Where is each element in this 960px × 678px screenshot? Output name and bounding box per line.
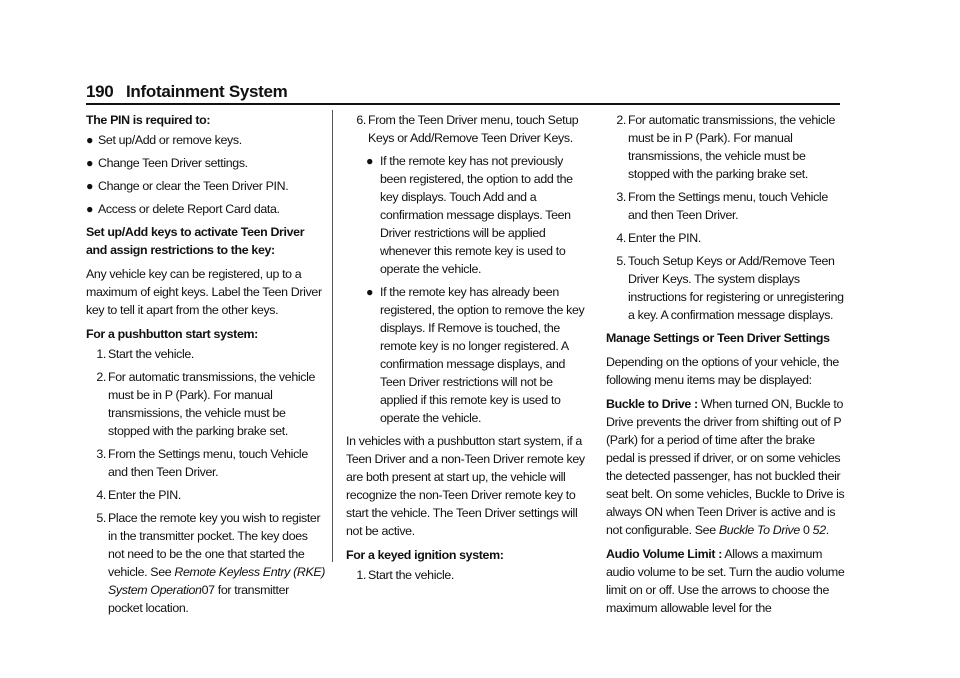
page-reference[interactable]: 7 [208, 583, 215, 597]
section-title: Infotainment System [126, 82, 288, 101]
manage-settings-heading: Manage Settings or Teen Driver Settings [606, 331, 830, 345]
page-ref-arrow-icon: 0 [201, 583, 209, 597]
rke-reference-link[interactable]: Remote Keyless Entry (RKE) System Operation [108, 565, 326, 597]
buckle-to-drive-label: Buckle to Drive : [606, 397, 698, 411]
step-item: 4. Enter the PIN. [96, 488, 181, 502]
page-reference[interactable]: 52 [812, 523, 826, 537]
pin-item: ● Change or clear the Teen Driver PIN. [86, 179, 289, 193]
audio-volume-limit-paragraph: Audio Volume Limit : Allows a maximum audio volume to be set. Turn the audio volume limit on or off. Use the arrows to choose the maximum allowable level for the [606, 547, 845, 615]
step-item: 1. Start the vehicle. [96, 347, 194, 361]
sub-bullet-item: ● If the remote key has already been registered, the option to remove the key displays. If Remove is touched, the remote key is no longer registered. A confirmation message displays, and Teen Driver restrictions will not be applied if this remote key is used to operate the vehicle. [366, 285, 585, 425]
page-header [86, 82, 840, 104]
pin-item: ● Access or delete Report Card data. [86, 202, 280, 216]
step-item: 2. For automatic transmissions, the vehicle must be in P (Park). For manual transmissions, the vehicle must be stopped with the parking brake set. [96, 370, 316, 438]
bullet-icon: ● [86, 133, 94, 147]
step-item: 6. From the Teen Driver menu, touch Setup Keys or Add/Remove Teen Driver Keys. [356, 113, 579, 145]
step-item: 3. From the Settings menu, touch Vehicle and then Teen Driver. [616, 190, 828, 222]
pin-item: ● Set up/Add or remove keys. [86, 133, 242, 147]
step-item: 3. From the Settings menu, touch Vehicle and then Teen Driver. [96, 447, 308, 479]
buckle-to-drive-paragraph: Buckle to Drive : When turned ON, Buckle to Drive prevents the driver from shifting out of P (Park) for a period of time after the brake pedal is pressed if driver, or on some vehicles the detected passenger, has not buckled their seat belt. On some vehicles, Buckle to Drive is always ON when Teen Driver is active and is not configurable. See Buckle To Drive 0 52. [606, 397, 845, 537]
bullet-icon: ● [86, 156, 94, 170]
buckle-to-drive-reference-link[interactable]: Buckle To Drive [718, 523, 800, 537]
sub-bullet-item: ● If the remote key has not previously been registered, the option to add the key displays. Touch Add and a confirmation message displays. Teen Driver restrictions will be applied whenever this remote key is used to operate the vehicle. [366, 154, 573, 276]
bullet-icon: ● [86, 179, 94, 193]
pin-heading: The PIN is required to: [86, 113, 211, 127]
column-divider [332, 110, 333, 562]
step-item: 2. For automatic transmissions, the vehicle must be in P (Park). For manual transmissions, the vehicle must be stopped with the parking brake set. [616, 113, 836, 181]
bullet-icon: ● [366, 154, 374, 168]
bullet-icon: ● [366, 285, 374, 299]
audio-volume-limit-label: Audio Volume Limit : [606, 547, 722, 561]
step-item: 5. Touch Setup Keys or Add/Remove Teen Driver Keys. The system displays instructions for registering or unregistering a key. A confirmation message displays. [616, 254, 844, 322]
step-item: 4. Enter the PIN. [616, 231, 701, 245]
setup-heading: Set up/Add keys to activate Teen Driver and assign restrictions to the key: [86, 225, 305, 257]
page-ref-arrow-icon: 0 [803, 523, 810, 537]
bullet-icon: ● [86, 202, 94, 216]
column-3 [606, 111, 846, 623]
pin-item: ● Change Teen Driver settings. [86, 156, 248, 170]
header-rule [86, 103, 840, 105]
column-1 [86, 111, 326, 622]
step-item: 5. Place the remote key you wish to register in the transmitter pocket. The key does not need to be the one that started the vehicle. See Remote Keyless Entry (RKE) System Operation07 for transmitter pocket location. [96, 511, 326, 615]
step-item: 1. Start the vehicle. [356, 568, 454, 582]
pushbutton-note: In vehicles with a pushbutton start system, if a Teen Driver and a non-Teen Driver remote key are both present at start up, the vehicle will recognize the non-Teen Driver remote key to start the vehicle. The Teen Driver settings will not be active. [346, 434, 585, 538]
registered-keys-text: Any vehicle key can be registered, up to a maximum of eight keys. Label the Teen Driver key to tell it apart from the other keys. [86, 267, 322, 317]
keyed-heading: For a keyed ignition system: [346, 548, 504, 562]
manage-settings-text: Depending on the options of your vehicle, the following menu items may be displayed: [606, 355, 839, 387]
column-2 [346, 111, 586, 589]
pushbutton-heading: For a pushbutton start system: [86, 327, 258, 341]
page-number: 190 [86, 82, 114, 101]
